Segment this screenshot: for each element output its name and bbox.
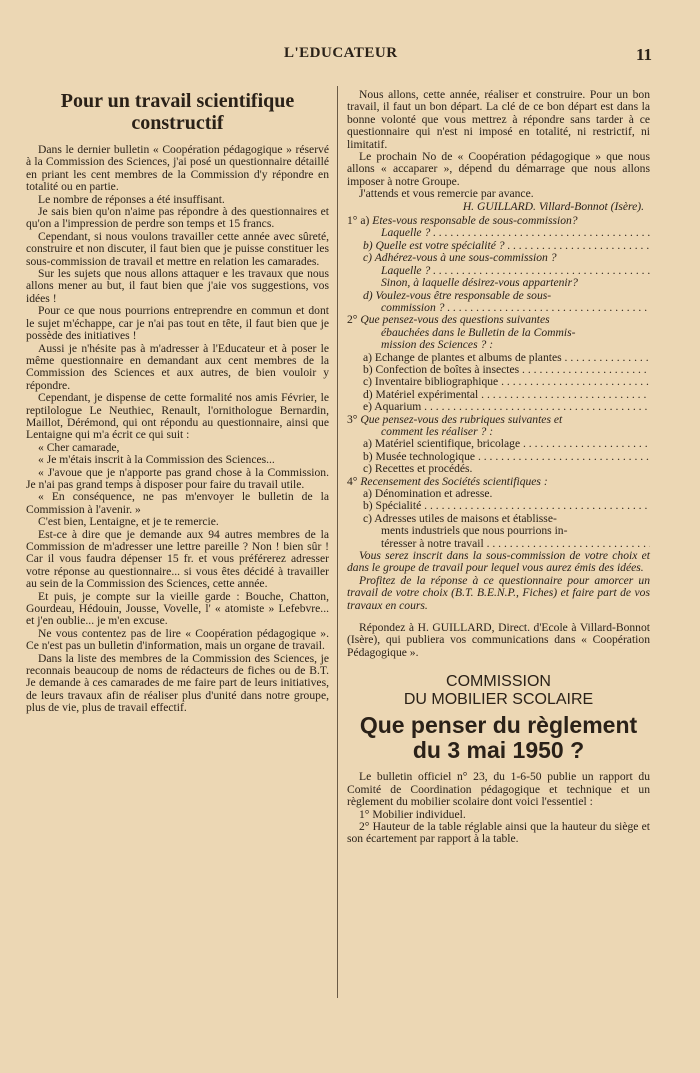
question-item: b) Confection de boîtes à insectes . . . <box>363 364 650 376</box>
question-item: c) Adhérez-vous à une sous-commission ? <box>363 252 557 265</box>
paragraph: Dans le dernier bulletin « Coopération pédagogique » réservé à la Commission des Sciences, j'ai posé un questionnaire détaillé en priant les cent membres de la Commission d'y répondre en totalité ou en partie. <box>26 143 329 194</box>
paragraph: Pour ce que nous pourrions entreprendre en commun et dont le sujet m'échappe, car je n'ai pas tout en tête, il faut bien que je possède des initiatives ! <box>26 304 329 343</box>
article-title: Que penser du règlement <box>359 712 638 739</box>
note: Vous serez inscrit dans la sous-commission de votre choix et dans le groupe de travail pour lequel vous aurez émis des idées. <box>347 549 650 575</box>
paragraph: 1° Mobilier individuel. <box>359 807 466 821</box>
column-divider <box>337 86 338 998</box>
paragraph: Le prochain No de « Coopération pédagogique » que nous allons « accaparer », dépend du démarrage que nous allons imposer à notre Groupe. <box>347 150 650 188</box>
question-number: 3° <box>347 412 358 426</box>
question-item: d) Matériel expérimental . . . <box>363 389 650 401</box>
question-item: b) Quelle est votre spécialité ? . . . <box>363 240 650 252</box>
paragraph: Aussi je n'hésite pas à m'adresser à l'Educateur et à poser le même questionnaire en demandant aux cent membres de la Commission des Sciences et aux autres, de bien vouloir y répondre. <box>26 341 329 392</box>
article-title: Pour un travail scientifique constructif <box>60 90 295 134</box>
question-item: ments industriels que nous pourrions in- <box>381 525 568 538</box>
question-1 <box>347 215 650 314</box>
question-3 <box>347 414 650 476</box>
paragraph: Cependant, si nous voulons travailler cette année avec sûreté, construire et non discuter, il faut bien que je puisse constituer les sous-commission de travail et mettre en relation les camarades. <box>26 229 329 268</box>
right-column <box>347 89 650 846</box>
question-2 <box>347 314 650 413</box>
paragraph: Répondez à H. GUILLARD, Direct. d'Ecole à Villard-Bonnot (Isère), qui publiera vos communications dans « Coopération Pédagogique ». <box>347 621 650 659</box>
question-item: b) Musée technologique . . . <box>363 451 650 463</box>
paragraph: 2° Hauteur de la table réglable ainsi que la hauteur du siège et son écartement par rapport à la table. <box>347 819 650 846</box>
question-item: commission ? . . . <box>381 302 650 314</box>
question-item: c) Recettes et procédés. <box>363 463 473 476</box>
question-number: 4° <box>347 474 358 488</box>
journal-title: L'EDUCATEUR <box>284 45 398 61</box>
section-subheading: DU MOBILIER SCOLAIRE <box>403 691 594 709</box>
question-text: Que pensez-vous des rubriques suivantes et <box>360 413 563 426</box>
question-text: comment les réaliser ? : <box>381 425 494 438</box>
question-item: Laquelle ? . . . <box>381 227 650 239</box>
paragraph: Le bulletin officiel n° 23, du 1-6-50 publie un rapport du Comité de Coordination pédagogique et technique et un règlement du mobilier scolaire dont voici l'essentiel : <box>347 770 650 809</box>
paragraph: Dans la liste des membres de la Commission des Sciences, je reconnais beaucoup de noms de rédacteurs de fiches ou de B.T. Je demande à ces camarades de me faire part de leurs initiatives, de leurs travaux afin de réaliser plus d'unité dans notre groupe, plus de vie, plus de travail effectif. <box>26 651 329 715</box>
paragraph: « Cher camarade, <box>38 440 120 454</box>
question-text: ébauchées dans le Bulletin de la Commis- <box>381 326 576 339</box>
paragraph: Cependant, je dispense de cette formalité nos amis Février, le reptilologue Le Neuthiec, Renault, l'ornithologue Bernardin, Maillot, Dérémond, qui ont répondu au questionnaire, ainsi que Lentaigne qui m'a écrit ce qui suit : <box>26 391 329 442</box>
section-heading: COMMISSION <box>446 673 551 691</box>
paragraph: « Je m'étais inscrit à la Commission des Sciences... <box>38 453 275 467</box>
paragraph: « J'avoue que je n'apporte pas grand chose à la Commission. Je n'ai pas grand temps à disposer pour faire du travail utile. <box>26 465 329 491</box>
question-item: d) Voulez-vous être responsable de sous- <box>363 289 552 302</box>
paragraph: « En conséquence, ne pas m'envoyer le bulletin de la Commission à l'avenir. » <box>26 490 329 516</box>
question-text: Etes-vous responsable de sous-commission? <box>372 215 578 228</box>
question-item: Laquelle ? . . . <box>381 265 650 277</box>
paragraph: Nous allons, cette année, réaliser et construire. Pour un bon travail, il faut un bon départ. La clé de ce bon départ est dans la bonne volonté que vous mettrez à répondre sans tarder à ce questionnaire qui n'est ni imposé en totalité, ni restrictif, ni limitatif. <box>347 88 650 151</box>
paragraph: J'attends et vous remercie par avance. <box>359 187 534 201</box>
question-item: a) Dénomination et adresse. <box>363 488 493 500</box>
question-item: b) Spécialité . . . <box>363 500 650 512</box>
paragraph: Sur les sujets que nous allons attaquer e les travaux que nous allons mener au but, il faut bien que j'aie vos suggestions, vos idées ! <box>26 267 329 305</box>
question-item: c) Adresses utiles de maisons et établisse- <box>363 512 557 525</box>
question-text: Recensement des Sociétés scientifiques : <box>360 475 548 488</box>
question-item: c) Inventaire bibliographique . . . <box>363 376 650 388</box>
question-item: a) Matériel scientifique, bricolage . . . <box>363 438 650 450</box>
page-header <box>26 45 652 67</box>
article-title: du 3 mai 1950 ? <box>412 737 585 764</box>
question-item: téresser à notre travail . . . <box>381 538 650 550</box>
question-text: mission des Sciences ? : <box>381 339 494 352</box>
note: Profitez de la réponse à ce questionnaire pour amorcer un travail de votre choix (B.T. B.E.N.P., Fiches) et faire part de vos travaux en cours. <box>347 573 650 612</box>
page-number: 11 <box>635 45 652 64</box>
question-number: 1° a) <box>347 214 370 228</box>
question-item: Sinon, à laquelle désirez-vous appartenir? <box>381 277 578 290</box>
paragraph: C'est bien, Lentaigne, et je te remercie. <box>38 515 219 529</box>
question-item: e) Aquarium . . . <box>363 401 650 413</box>
question-item: a) Echange de plantes et albums de plantes . . . <box>363 352 650 364</box>
paragraph: Est-ce à dire que je demande aux 94 autres membres de la Commission de m'adresser une lettre pareille ? Non ! bien sûr ! Car il vous faudra dépenser 15 fr. et vous préférerez adresser votre réponse au questionnaire... si vous êtes décidé à travailler au sein de la Commission des Sciences, cette année. <box>26 527 329 591</box>
paragraph: Ne vous contentez pas de lire « Coopération pédagogique ». Ce n'est pas un bulletin d'information, mais un organe de travail. <box>26 626 329 653</box>
question-4 <box>347 476 650 550</box>
paragraph: Le nombre de réponses a été insuffisant. <box>38 192 225 206</box>
left-column <box>26 88 329 715</box>
question-number: 2° <box>347 313 358 327</box>
paragraph: Je sais bien qu'on n'aime pas répondre à des questionnaires et qu'on a l'impression de perdre son temps et 15 francs. <box>26 205 329 231</box>
question-text: Que pensez-vous des questions suivantes <box>360 314 550 327</box>
signature: H. GUILLARD. Villard-Bonnot (Isère). <box>462 199 644 213</box>
paragraph: Et puis, je compte sur la vieille garde : Bouche, Chatton, Gourdeau, Hédouin, Jousse, Vovelle, l' « atomiste » Lefebvre... et j'en oublie... je m'en excuse. <box>26 589 329 628</box>
